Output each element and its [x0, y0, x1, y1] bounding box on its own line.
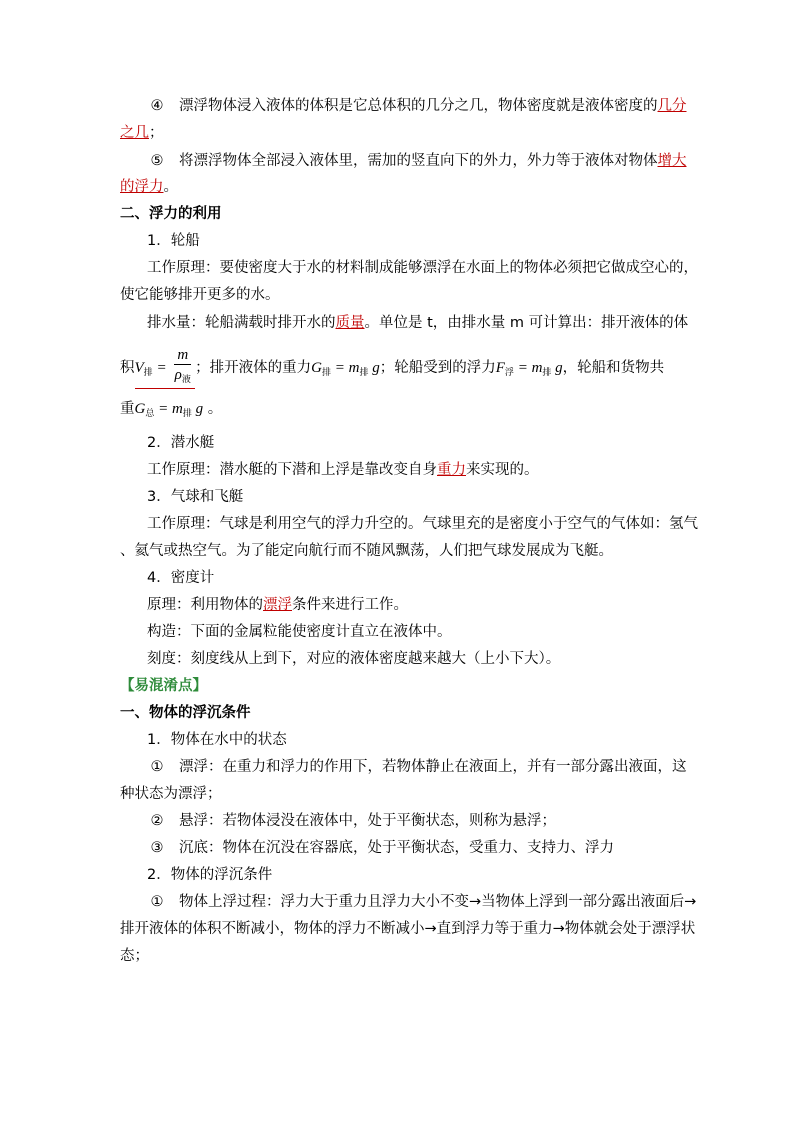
paragraph-line: [147, 313, 688, 333]
paragraph-line: 刻度：刻度线从上到下，对应的液体密度越来越大（上小下大）。: [147, 651, 561, 667]
circled-number: ⑤: [150, 153, 164, 169]
text: 原理：利用物体的: [147, 597, 263, 613]
item-5-line2: [120, 177, 178, 197]
subsection-title: 2．潜水艇: [147, 435, 215, 451]
paragraph-line: 、氦气或热空气。为了能定向航行而不随风飘荡，人们把气球发展成为飞艇。: [120, 543, 613, 559]
text: 。单位是 t，由排水量 m 可计算出：排开液体的体: [364, 315, 689, 331]
underlined-answer: 重力: [437, 462, 466, 478]
text: 排水量：轮船满载时排开水的: [147, 315, 336, 331]
text: 将漂浮物体全部浸入液体里，需加的竖直向下的外力，外力等于液体对物体: [179, 153, 658, 169]
item-4-line2: [120, 123, 164, 143]
fraction: $\frac{m}{\rho_液}$: [174, 347, 191, 385]
text: 。: [203, 401, 223, 417]
paragraph-line: 排开液体的体积不断减小，物体的浮力不断减小→直到浮力等于重力→物体就会处于漂浮状: [120, 921, 696, 937]
item-5-line1: [147, 151, 687, 171]
paragraph-line: 态；: [120, 948, 149, 964]
paragraph-line: [147, 460, 539, 480]
text: 漂浮：在重力和浮力的作用下，若物体静止在液面上，并有一部分露出液面，这: [179, 759, 687, 775]
text: 积: [120, 360, 135, 376]
formula-total-weight: $G_总 = m_排$ g: [134, 401, 204, 419]
circled-number: ④: [150, 98, 164, 114]
section-heading: 一、物体的浮沉条件: [120, 705, 251, 721]
formula-line: [120, 399, 222, 424]
text: 悬浮：若物体浸没在液体中，处于平衡状态，则称为悬浮；: [179, 813, 556, 829]
text: ；轮船受到的浮力: [379, 360, 496, 376]
formula-buoyancy: $F_浮 = m_排$ g: [495, 360, 563, 378]
underlined-answer: 的浮力: [120, 179, 164, 195]
list-item: [147, 838, 614, 858]
subsection-title: 1．物体在水中的状态: [147, 732, 287, 748]
text: 条件来进行工作。: [292, 597, 408, 613]
paragraph-line: [147, 595, 408, 615]
underlined-answer: 之几: [120, 125, 149, 141]
item-4-line1: [147, 96, 687, 116]
formula-line: [120, 346, 664, 390]
subsection-title: 4．密度计: [147, 570, 215, 586]
section-tag: 【易混淆点】: [120, 678, 207, 694]
text: ；: [149, 125, 164, 141]
formula-gravity: $G_排 = m_排$ g: [311, 360, 380, 378]
list-item: [147, 757, 687, 777]
underlined-answer: 漂浮: [263, 597, 292, 613]
list-item: [147, 811, 556, 831]
text: 漂浮物体浸入液体的体积是它总体积的几分之几，物体密度就是液体密度的: [179, 98, 658, 114]
underlined-answer: 质量: [335, 315, 365, 331]
text: 物体上浮过程：浮力大于重力且浮力大小不变→当物体上浮到一部分露出液面后→: [179, 894, 697, 910]
paragraph-line: 工作原理：气球是利用空气的浮力升空的。气球里充的是密度小于空气的气体如：氢气: [147, 516, 698, 532]
subsection-title: 3．气球和飞艇: [147, 489, 244, 505]
text: 工作原理：潜水艇的下潜和上浮是靠改变自身: [147, 462, 437, 478]
paragraph-line: 使它能够排开更多的水。: [120, 287, 280, 303]
list-item: [147, 892, 696, 912]
section-heading: 二、浮力的利用: [120, 206, 222, 222]
paragraph-line: 种状态为漂浮；: [120, 786, 222, 802]
paragraph-line: 构造：下面的金属粒能使密度计直立在液体中。: [147, 624, 452, 640]
text: ，轮船和货物共: [562, 360, 665, 376]
text: ；排开液体的重力: [195, 360, 312, 376]
formula-volume: $V_排$ =: [134, 360, 171, 378]
text: 来实现的。: [466, 462, 539, 478]
underlined-answer: 增大: [657, 153, 687, 169]
subsection-title: 1．轮船: [147, 233, 200, 249]
circled-number: ①: [150, 894, 164, 910]
circled-number: ③: [150, 840, 164, 856]
underlined-answer: 几分: [657, 98, 687, 114]
text: 沉底：物体在沉没在容器底，处于平衡状态，受重力、支持力、浮力: [179, 840, 614, 856]
subsection-title: 2．物体的浮沉条件: [147, 867, 273, 883]
text: 重: [120, 401, 135, 417]
text: 。: [163, 179, 178, 195]
circled-number: ①: [150, 759, 164, 775]
answer-underline: [135, 388, 195, 389]
circled-number: ②: [150, 813, 164, 829]
paragraph-line: 工作原理：要使密度大于水的材料制成能够漂浮在水面上的物体必须把它做成空心的，: [147, 260, 698, 276]
